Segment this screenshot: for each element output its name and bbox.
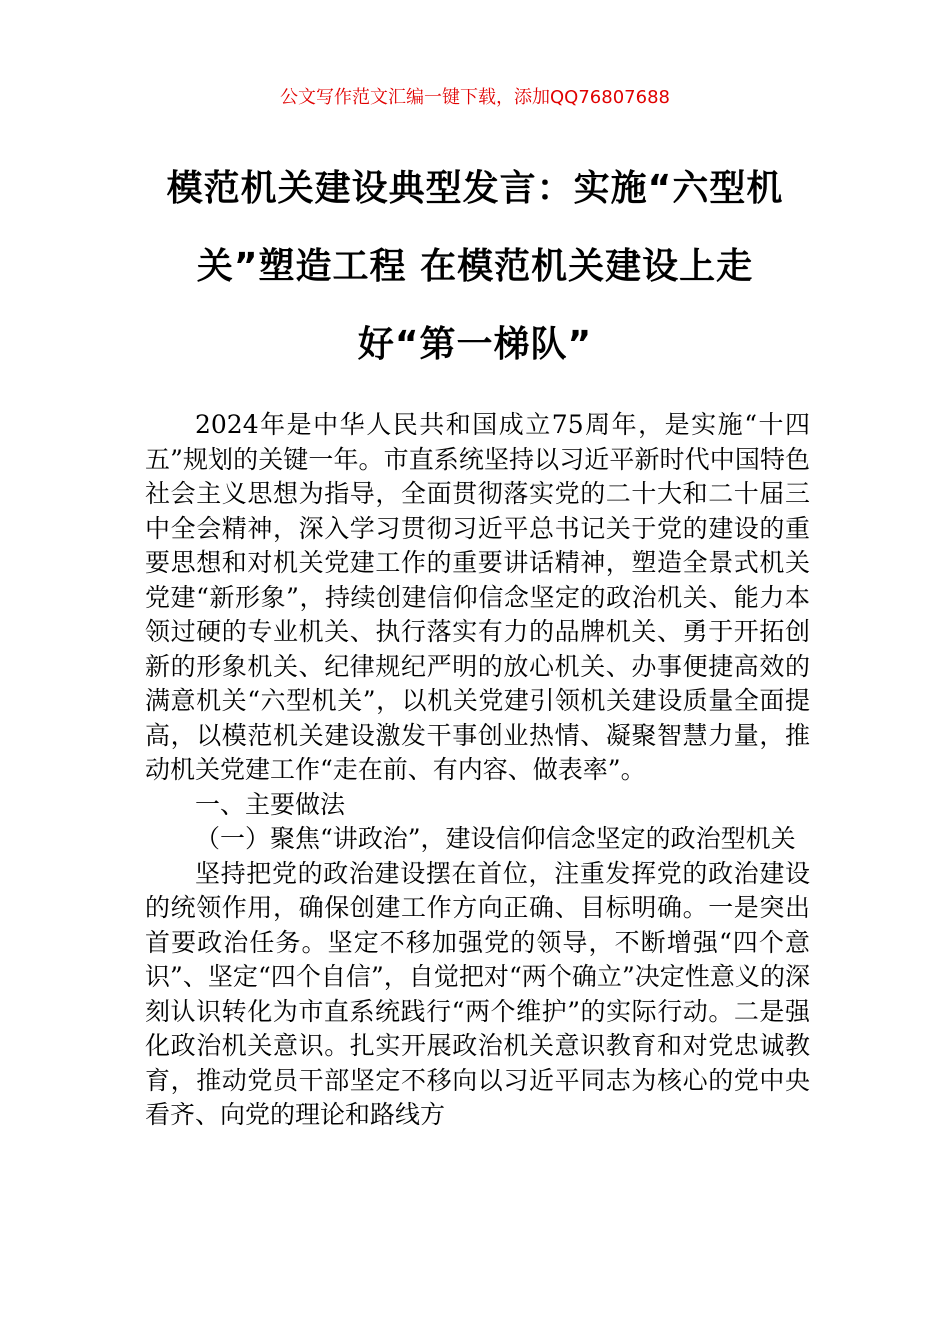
intro-paragraph: 2024年是中华人民共和国成立75周年，是实施“十四五”规划的关键一年。市直系统坚持以习近平新时代中国特色社会主义思想为指导，全面贯彻落实党的二十大和二十届三中全会精神，深入学习贯彻习近平总书记关于党的建设的重要思想和对机关党建工作的重要讲话精神，塑造全景式机关党建“新形象”，持续创建信仰信念坚定的政治机关、能力本领过硬的专业机关、执行落实有力的品牌机关、勇于开拓创新的形象机关、纪律规纪严明的放心机关、办事便捷高效的满意机关“六型机关”，以机关党建引领机关建设质量全面提高，以模范机关建设激发干事创业热情、凝聚智慧力量，推动机关党建工作“走在前、有内容、做表率”。: [145, 410, 810, 784]
section-heading-main-practices: 一、主要做法: [195, 789, 346, 819]
download-ad-banner[interactable]: 公文写作范文汇编一键下载，添加QQ76807688: [280, 87, 670, 108]
document-title: 模范机关建设典型发言：实施“六型机关”塑造工程 在模范机关建设上走好“第一梯队”: [166, 168, 784, 365]
body-paragraph-politics: 坚持把党的政治建设摆在首位，注重发挥党的政治建设的统领作用，确保创建工作方向正确、目标明确。一是突出首要政治任务。坚定不移加强党的领导，不断增强“四个意识”、坚定“四个自信”，自觉把对“两个确立”决定性意义的深刻认识转化为市直系统践行“两个维护”的实际行动。二是强化政治机关意识。扎实开展政治机关意识教育和对党忠诚教育，推动党员干部坚定不移向以习近平同志为核心的党中央看齐、向党的理论和路线方: [145, 858, 810, 1129]
document-body: [145, 408, 810, 1133]
subsection-heading-politics: （一）聚焦“讲政治”，建设信仰信念坚定的政治型机关: [195, 824, 796, 853]
